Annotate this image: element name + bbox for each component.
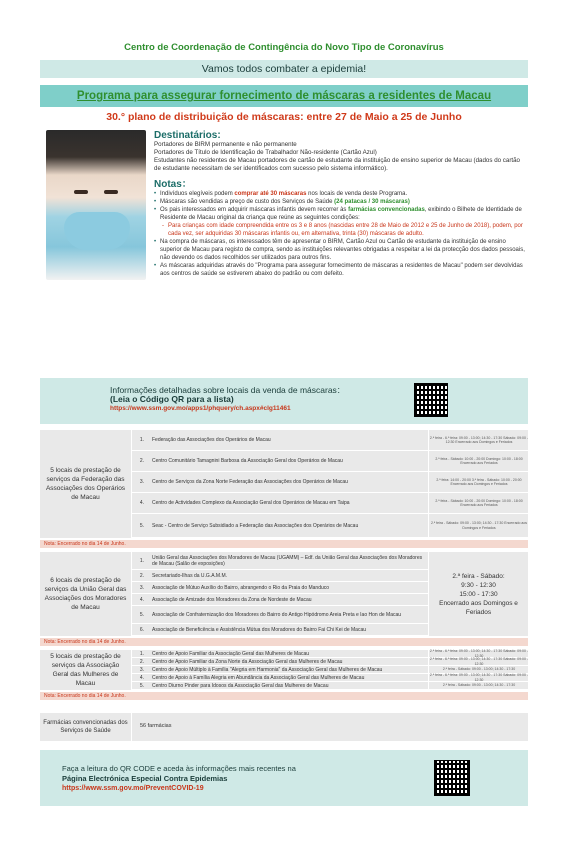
note-text: Máscaras são vendidas a preço de custo dos Serviços de Saúde: [160, 199, 335, 205]
note-highlight: farmácias convencionadas: [348, 207, 425, 213]
table-row: [132, 514, 428, 538]
row-num: 5.: [139, 522, 145, 529]
row-num: 2.: [139, 458, 145, 464]
section-hours: [428, 552, 528, 636]
recipients-heading: Destinatários:: [154, 130, 221, 141]
notes-heading: Notas：: [154, 179, 192, 190]
hours-cell: 2.ª feira - Sábado: 10:00 - 20:00 Domingo: 10:00 - 18:00 Encerrado aos Feriados: [429, 451, 529, 472]
closure-note: Nota: Encerrado no dia 14 de Junho.: [40, 638, 528, 646]
hours-cell: 2.ª feira - 6.ª feira: 09:00 - 13:00; 14:30 - 17:30 Sábado: 09:00 - 12:30: [429, 649, 529, 658]
note-item: [154, 190, 526, 198]
row-text: Secretariado-Ilhas da U.G.A.M.M.: [152, 572, 228, 579]
section-women: [40, 650, 528, 690]
qr-code-icon[interactable]: [414, 383, 448, 417]
row-num: 6.: [139, 626, 145, 633]
hours-line: 9:30 - 12:30: [461, 581, 496, 589]
pharmacies-label: Farmácias convencionadas dos Serviços de Saúde: [40, 713, 132, 741]
hours-cell: 2.ª feira - Sábado: 09:00 - 13:00; 14:30 - 17:30: [429, 666, 529, 674]
table-row: [132, 493, 428, 514]
closure-note: Nota: Encerrado no dia 14 de Junho.: [40, 692, 528, 700]
row-num: 2.: [139, 572, 145, 579]
footer-box: [40, 750, 528, 806]
hours-cell: 2.ª feira - Sábado: 09:00 - 13:00; 14:30 - 17:30 Encerrado aos Domingos e Feriados: [429, 514, 529, 538]
hours-line: Encerrado aos Domingos e: [439, 599, 518, 607]
recipients-notes: [154, 130, 526, 278]
footer-page-name: Página Electrónica Especial Contra Epidemias: [62, 774, 228, 783]
row-num: 1.: [139, 437, 145, 443]
section-hours: [428, 430, 528, 538]
row-num: 4.: [139, 596, 145, 603]
note-highlight: (24 patacas / 30 máscaras): [334, 199, 410, 205]
masked-woman-photo: [46, 130, 146, 280]
footer-url-link[interactable]: https://www.ssm.gov.mo/PreventCOVID-19: [62, 785, 204, 792]
table-row: [132, 666, 428, 674]
table-row: [132, 430, 428, 451]
note-text: Indivíduos elegíveis podem: [160, 191, 235, 197]
row-text: Associação de Amizade dos Moradores da Zona de Nordeste de Macau: [152, 596, 312, 603]
hours-cell: 2.ª feira - 6.ª feira: 09:00 - 13:00; 14:30 - 17:30 Sábado: 09:00 - 12:30 Encerrado aos Domingos e Feriados: [429, 430, 529, 451]
section-rows: [132, 552, 428, 636]
recipient-line: Portadores de BIRM permanente e não permanente: [154, 141, 297, 148]
hours-line: 2.ª feira - Sábado:: [452, 572, 505, 580]
row-num: 3.: [139, 479, 145, 485]
center-title: Centro de Coordenação de Contingência do Novo Tipo de Coronavírus: [124, 42, 444, 53]
table-row: [132, 650, 428, 658]
plan-title: 30.° plano de distribuição de máscaras: entre 27 de Maio a 25 de Junho: [106, 111, 462, 123]
poster: [40, 38, 528, 818]
table-row: [132, 594, 428, 606]
row-text: Centro de Actividades Complexo da Associação Geral dos Operários de Macau em Taipa: [152, 500, 350, 506]
section-label: 6 locais de prestação de serviços da União Geral das Associações dos Moradores de Macau: [40, 552, 132, 636]
table-row: [132, 606, 428, 624]
hours-line: 15:00 - 17:30: [459, 590, 498, 598]
qr-code-icon[interactable]: [434, 760, 470, 796]
row-text: Associação de Mútuo Auxílio do Bairro, abrangendo o Rio da Praia do Manduco: [152, 584, 330, 591]
row-text: Centro de Apoio Familiar da Zona Norte da Associação Geral das Mulheres de Macau: [152, 658, 343, 665]
row-num: 1.: [139, 650, 145, 657]
note-text: nos locais de venda deste Programa.: [306, 191, 408, 197]
table-row: [132, 658, 428, 666]
row-num: 2.: [139, 658, 145, 665]
table-row: [132, 472, 428, 493]
table-row: [132, 674, 428, 682]
recipient-line: Estudantes não residentes de Macau portadores de cartão de estudante da instituição de ensino superior de Macau (dados do cartão de estudante necessitam de ser identificados com sucesso pelo sistema informático).: [154, 157, 520, 172]
info-qr-hint: (Leia o Código QR para a lista): [110, 394, 234, 404]
hours-cell: 2.ª feira - Sábado: 10:00 - 20:00 Domingo: 10:00 - 18:00 Encerrado aos Feriados: [429, 493, 529, 514]
row-num: 5.: [139, 611, 145, 618]
table-row: [132, 451, 428, 472]
table-row: [132, 682, 428, 690]
section-workers: [40, 430, 528, 538]
info-url-link[interactable]: https://www.ssm.gov.mo/apps1/phquery/ch.aspx#clg11461: [110, 405, 291, 412]
section-label: 5 locais de prestação de serviços da Federação das Associações dos Operários de Macau: [40, 430, 132, 538]
row-text: Centro de Apoio Familiar da Associação Geral das Mulheres de Macau: [152, 650, 310, 657]
note-text: Os pais interessados em adquirir máscaras infantis devem recorrer às: [160, 207, 349, 213]
info-line: Informações detalhadas sobre locais da venda de máscaras：: [110, 385, 346, 395]
row-num: 3.: [139, 666, 145, 673]
slogan-banner: Vamos todos combater a epidemia!: [40, 60, 528, 78]
row-text: Centro Comunitário Tamagnini Barbosa da Associação Geral dos Operários de Macau: [152, 458, 343, 464]
hours-line: Feriados: [465, 608, 492, 616]
row-num: 5.: [139, 682, 145, 689]
note-text: , exibindo o Bilhete de Identidade de Residente de Macau original da criança que reúne as seguintes condições:: [160, 207, 522, 221]
eye-right: [104, 190, 118, 194]
eye-left: [74, 190, 88, 194]
hours-cell: 2.ª feira - 6.ª feira: 09:00 - 13:00; 14:30 - 17:30 Sábado: 09:00 - 12:30: [429, 657, 529, 666]
section-rows: [132, 430, 428, 538]
info-box: [40, 378, 528, 424]
row-text: Centro Diurno Pinder para Idosos da Associação Geral das Mulheres de Macau: [152, 682, 329, 689]
table-row: [132, 582, 428, 594]
section-residents: [40, 552, 528, 636]
section-label: 5 locais de prestação de serviços da Associação Geral das Mulheres de Macau: [40, 650, 132, 690]
section-hours: [428, 650, 528, 690]
table-row: [132, 552, 428, 570]
note-item: [154, 206, 526, 222]
note-item: [154, 198, 526, 206]
surgical-mask: [64, 212, 130, 250]
pharmacies-row: [40, 713, 528, 741]
table-row: [132, 570, 428, 582]
program-banner: Programa para assegurar fornecimento de máscaras a residentes de Macau: [40, 85, 528, 107]
row-text: Seac - Centro de Serviço Subsidiado a Federação das Associações dos Operários de Macau: [152, 522, 359, 529]
row-text: Centro de Apoio Múltiplo à Família "Alegria em Harmonia" da Associação Geral das Mulheres de Macau: [152, 666, 383, 673]
table-row: [132, 624, 428, 636]
recipient-line: Portadores de Título de Identificação de Trabalhador Não-residente (Cartão Azul): [154, 149, 377, 156]
hours-cell: 2.ª feira - 6.ª feira: 09:00 - 13:00; 14:30 - 17:30 Sábado: 09:00 - 12:30: [429, 673, 529, 682]
row-num: 3.: [139, 584, 145, 591]
row-num: 4.: [139, 674, 145, 681]
hours-cell: 2.ª feira: 14:00 - 20:00 3.ª feira - Sábado: 10:00 - 20:00 Encerrado aos Domingos e Feriados: [429, 472, 529, 493]
row-text: Centro de Serviços da Zona Norte Federação das Associações dos Operários de Macau: [152, 479, 348, 485]
closure-note: Nota: Encerrado no dia 14 de Junho.: [40, 540, 528, 548]
pharmacies-count: 56 farmácias: [140, 723, 172, 729]
row-text: Associação de Confraternização dos Moradores do Bairro do Antigo Hipódromo Areia Preta e Iao Hon de Macau: [152, 611, 402, 618]
row-text: Centro de Apoio à Família Alegria em Abundância da Associação Geral das Mulheres de Macau: [152, 674, 365, 681]
row-text: Associação de Beneficência e Assistência Mútua dos Moradores do Bairro Fai Chi Kei de Macau: [152, 626, 367, 633]
note-item: • Na compra de máscaras, os interessados têm de apresentar o BIRM, Cartão Azul ou Cartão de estudante da instituição de ensino superior de Macau para registo de compra, sendo as instituições relevantes obrigadas a respeitar a lei da protecção dos dados pessoais, não devendo os dados recolhidos ser utilizados para outros fins.: [154, 238, 526, 262]
section-rows: [132, 650, 428, 690]
row-num: 4.: [139, 500, 145, 506]
note-highlight: comprar até 30 máscaras: [234, 191, 307, 197]
row-text: União Geral das Associações dos Moradores de Macau (UGAMM) – Edf. da União Geral das Associações dos Moradores de Macau (Salão de exposições): [152, 554, 423, 567]
row-text: Federação das Associações dos Operários de Macau: [152, 437, 271, 443]
row-num: 1.: [139, 557, 145, 564]
hours-cell: 2.ª feira - Sábado: 09:00 - 13:00; 14:30 - 17:30: [429, 682, 529, 690]
note-item: • As máscaras adquiridas através do "Programa para assegurar fornecimento de máscaras a residentes de Macau" podem ser devolvidas aos centros de saúde se estiverem abaixo do padrão ou com defeito.: [154, 262, 526, 278]
note-subitem: - Para crianças com idade compreendida entre os 3 e 8 anos (nascidas entre 28 de Maio de 2012 e 25 de Junho de 2018), podem, por cada vez, ser adquiridas 30 máscaras infantis ou, em alternativa, trinta (30) máscaras de adulto.: [154, 222, 526, 238]
footer-line: Faça a leitura do QR CODE e aceda às informações mais recentes na: [62, 764, 296, 773]
